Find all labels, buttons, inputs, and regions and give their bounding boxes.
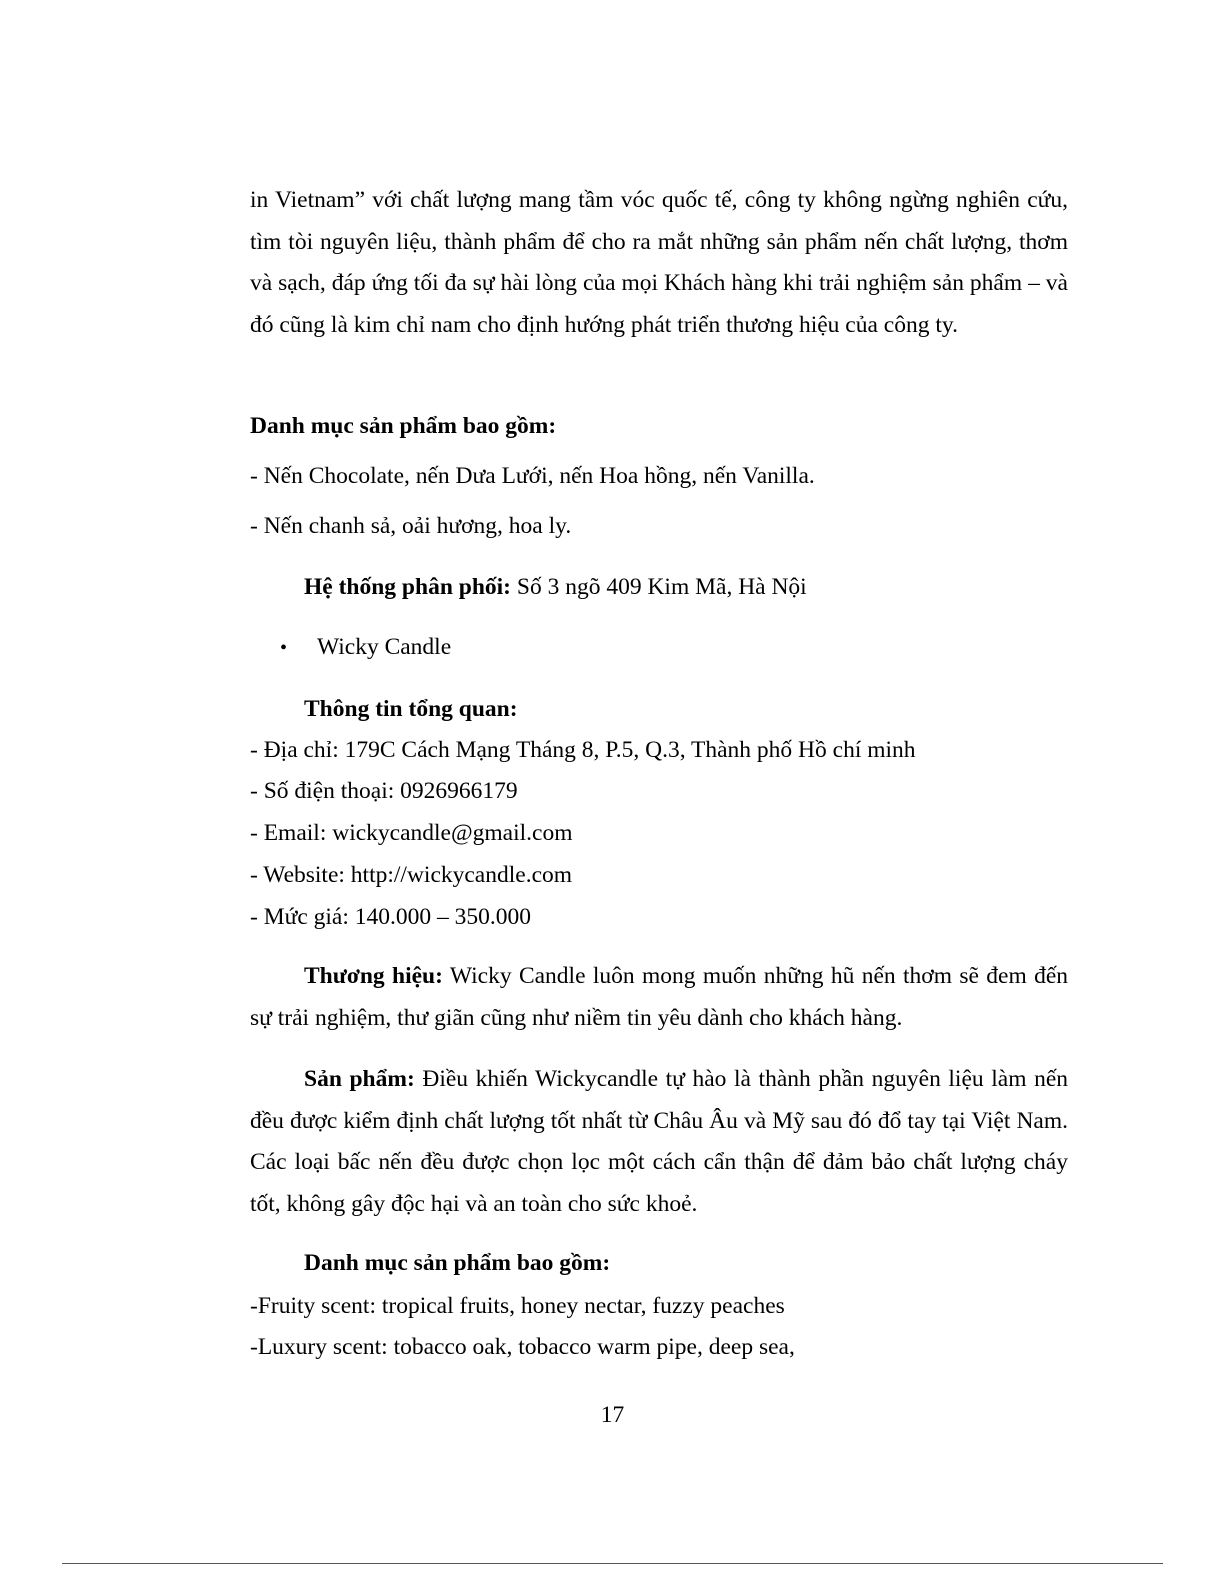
section2-item: -Fruity scent: tropical fruits, honey nectar, fuzzy peaches <box>250 1293 785 1319</box>
product-text: Điều khiến Wickycandle tự hào là thành phần nguyên liệu làm nến đều được kiểm định chất lượng tốt nhất từ Châu Âu và Mỹ sau đó đổ tay tại Việt Nam. Các loại bấc nến đều được chọn lọc một cách cẩn thận để đảm bảo chất lượng cháy tốt, không gây độc hại và an toàn cho sức khoẻ. <box>250 1066 1068 1217</box>
overview-item: - Email: wickycandle@gmail.com <box>250 820 573 846</box>
distribution-line <box>304 572 807 602</box>
overview-item: - Website: http://wickycandle.com <box>250 862 573 888</box>
brand-label: Thương hiệu: <box>304 963 443 989</box>
overview-item: - Mức giá: 140.000 – 350.000 <box>250 904 532 930</box>
product-label: Sản phẩm: <box>304 1066 415 1092</box>
section1-heading: Danh mục sản phẩm bao gồm: <box>250 413 557 439</box>
overview-item: - Số điện thoại: 0926966179 <box>250 778 518 804</box>
overview-item: - Địa chỉ: 179C Cách Mạng Tháng 8, P.5, Q.3, Thành phố Hồ chí minh <box>250 737 916 763</box>
bullet-item <box>280 632 451 663</box>
distribution-text: Số 3 ngõ 409 Kim Mã, Hà Nội <box>511 574 807 600</box>
brand-text: Wicky Candle luôn mong muốn những hũ nến thơm sẽ đem đến sự trải nghiệm, thư giãn cũng như niềm tin yêu dành cho khách hàng. <box>250 963 1069 1031</box>
page-number: 17 <box>600 1402 625 1428</box>
footer-rule <box>62 1563 1163 1564</box>
brand-paragraph <box>250 956 1068 1039</box>
bullet-text: Wicky Candle <box>317 634 452 660</box>
bullet-icon: • <box>280 637 288 659</box>
section1-item: - Nến Chocolate, nến Dưa Lưới, nến Hoa hồng, nến Vanilla. <box>250 463 815 489</box>
overview-heading: Thông tin tổng quan: <box>304 696 518 722</box>
distribution-label: Hệ thống phân phối: <box>304 574 512 600</box>
product-paragraph <box>250 1059 1068 1225</box>
section2-heading: Danh mục sản phẩm bao gồm: <box>304 1250 611 1276</box>
section2-item: -Luxury scent: tobacco oak, tobacco warm pipe, deep sea, <box>250 1334 795 1360</box>
section1-item: - Nến chanh sả, oải hương, hoa ly. <box>250 513 572 539</box>
intro-paragraph: in Vietnam” với chất lượng mang tầm vóc quốc tế, công ty không ngừng nghiên cứu, tìm tòi nguyên liệu, thành phẩm để cho ra mắt những sản phẩm nến chất lượng, thơm và sạch, đáp ứng tối đa sự hài lòng của mọi Khách hàng khi trải nghiệm sản phẩm – và đó cũng là kim chỉ nam cho định hướng phát triển thương hiệu của công ty. <box>250 187 1068 338</box>
